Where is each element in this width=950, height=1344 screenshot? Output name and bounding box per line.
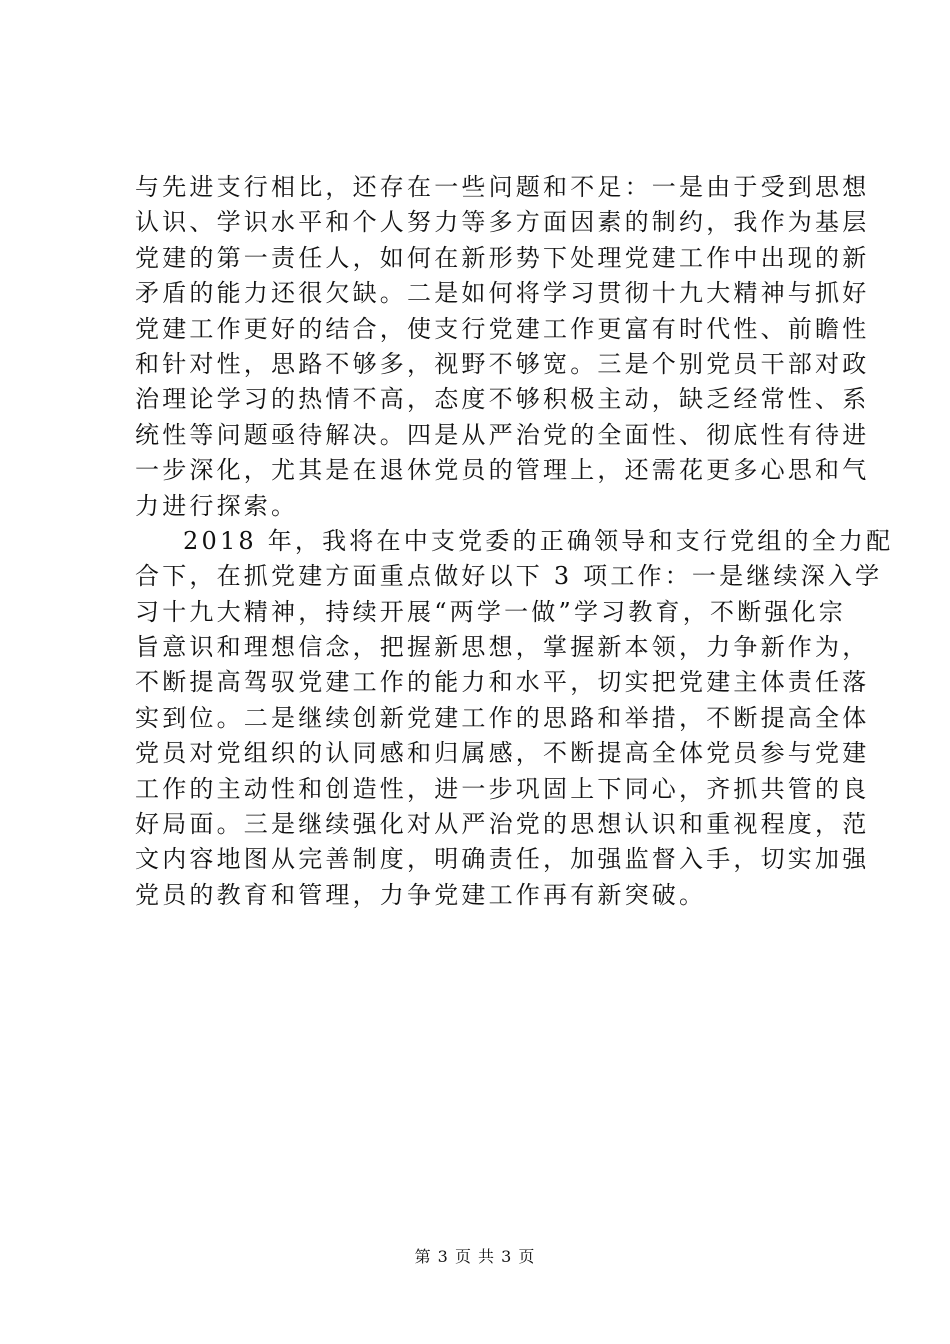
text-line: 实到位。二是继续创新党建工作的思路和举措，不断提高全体 <box>135 703 870 732</box>
text-line: 党员的教育和管理，力争党建工作再有新突破。 <box>135 880 707 909</box>
document-body <box>135 170 894 913</box>
text-line: 认识、学识水平和个人努力等多方面因素的制约，我作为基层 <box>135 208 870 237</box>
text-line: 不断提高驾驭党建工作的能力和水平，切实把党建主体责任落 <box>135 668 870 697</box>
page-footer: 第 3 页 共 3 页 <box>414 1247 536 1266</box>
text-line: 和针对性，思路不够多，视野不够宽。三是个别党员干部对政 <box>135 349 870 378</box>
text-line: 党建的第一责任人，如何在新形势下处理党建工作中出现的新 <box>135 243 870 272</box>
text-line: 2018 年，我将在中支党委的正确领导和支行党组的全力配 <box>183 526 894 555</box>
paragraph-2 <box>135 524 894 913</box>
text-line: 文内容地图从完善制度，明确责任，加强监督入手，切实加强 <box>135 845 870 874</box>
text-line: 矛盾的能力还很欠缺。二是如何将学习贯彻十九大精神与抓好 <box>135 279 870 308</box>
text-line: 党建工作更好的结合，使支行党建工作更富有时代性、前瞻性 <box>135 314 870 343</box>
paragraph-1 <box>135 170 870 524</box>
text-line: 与先进支行相比，还存在一些问题和不足：一是由于受到思想 <box>135 173 870 201</box>
text-line: 党员对党组织的认同感和归属感，不断提高全体党员参与党建 <box>135 739 870 768</box>
text-line: 工作的主动性和创造性，进一步巩固上下同心，齐抓共管的良 <box>135 774 870 803</box>
text-line: 力进行探索。 <box>135 491 299 520</box>
text-line: 旨意识和理想信念，把握新思想，掌握新本领，力争新作为， <box>135 633 870 662</box>
text-line: 合下，在抓党建方面重点做好以下 3 项工作：一是继续深入学 <box>135 562 883 591</box>
text-line: 习十九大精神，持续开展“两学一做”学习教育，不断强化宗 <box>135 597 846 626</box>
text-line: 统性等问题亟待解决。四是从严治党的全面性、彻底性有待进 <box>135 420 870 449</box>
text-line: 好局面。三是继续强化对从严治党的思想认识和重视程度，范 <box>135 810 870 839</box>
text-line: 治理论学习的热情不高，态度不够积极主动，缺乏经常性、系 <box>135 385 870 414</box>
text-line: 一步深化，尤其是在退休党员的管理上，还需花更多心思和气 <box>135 456 870 485</box>
